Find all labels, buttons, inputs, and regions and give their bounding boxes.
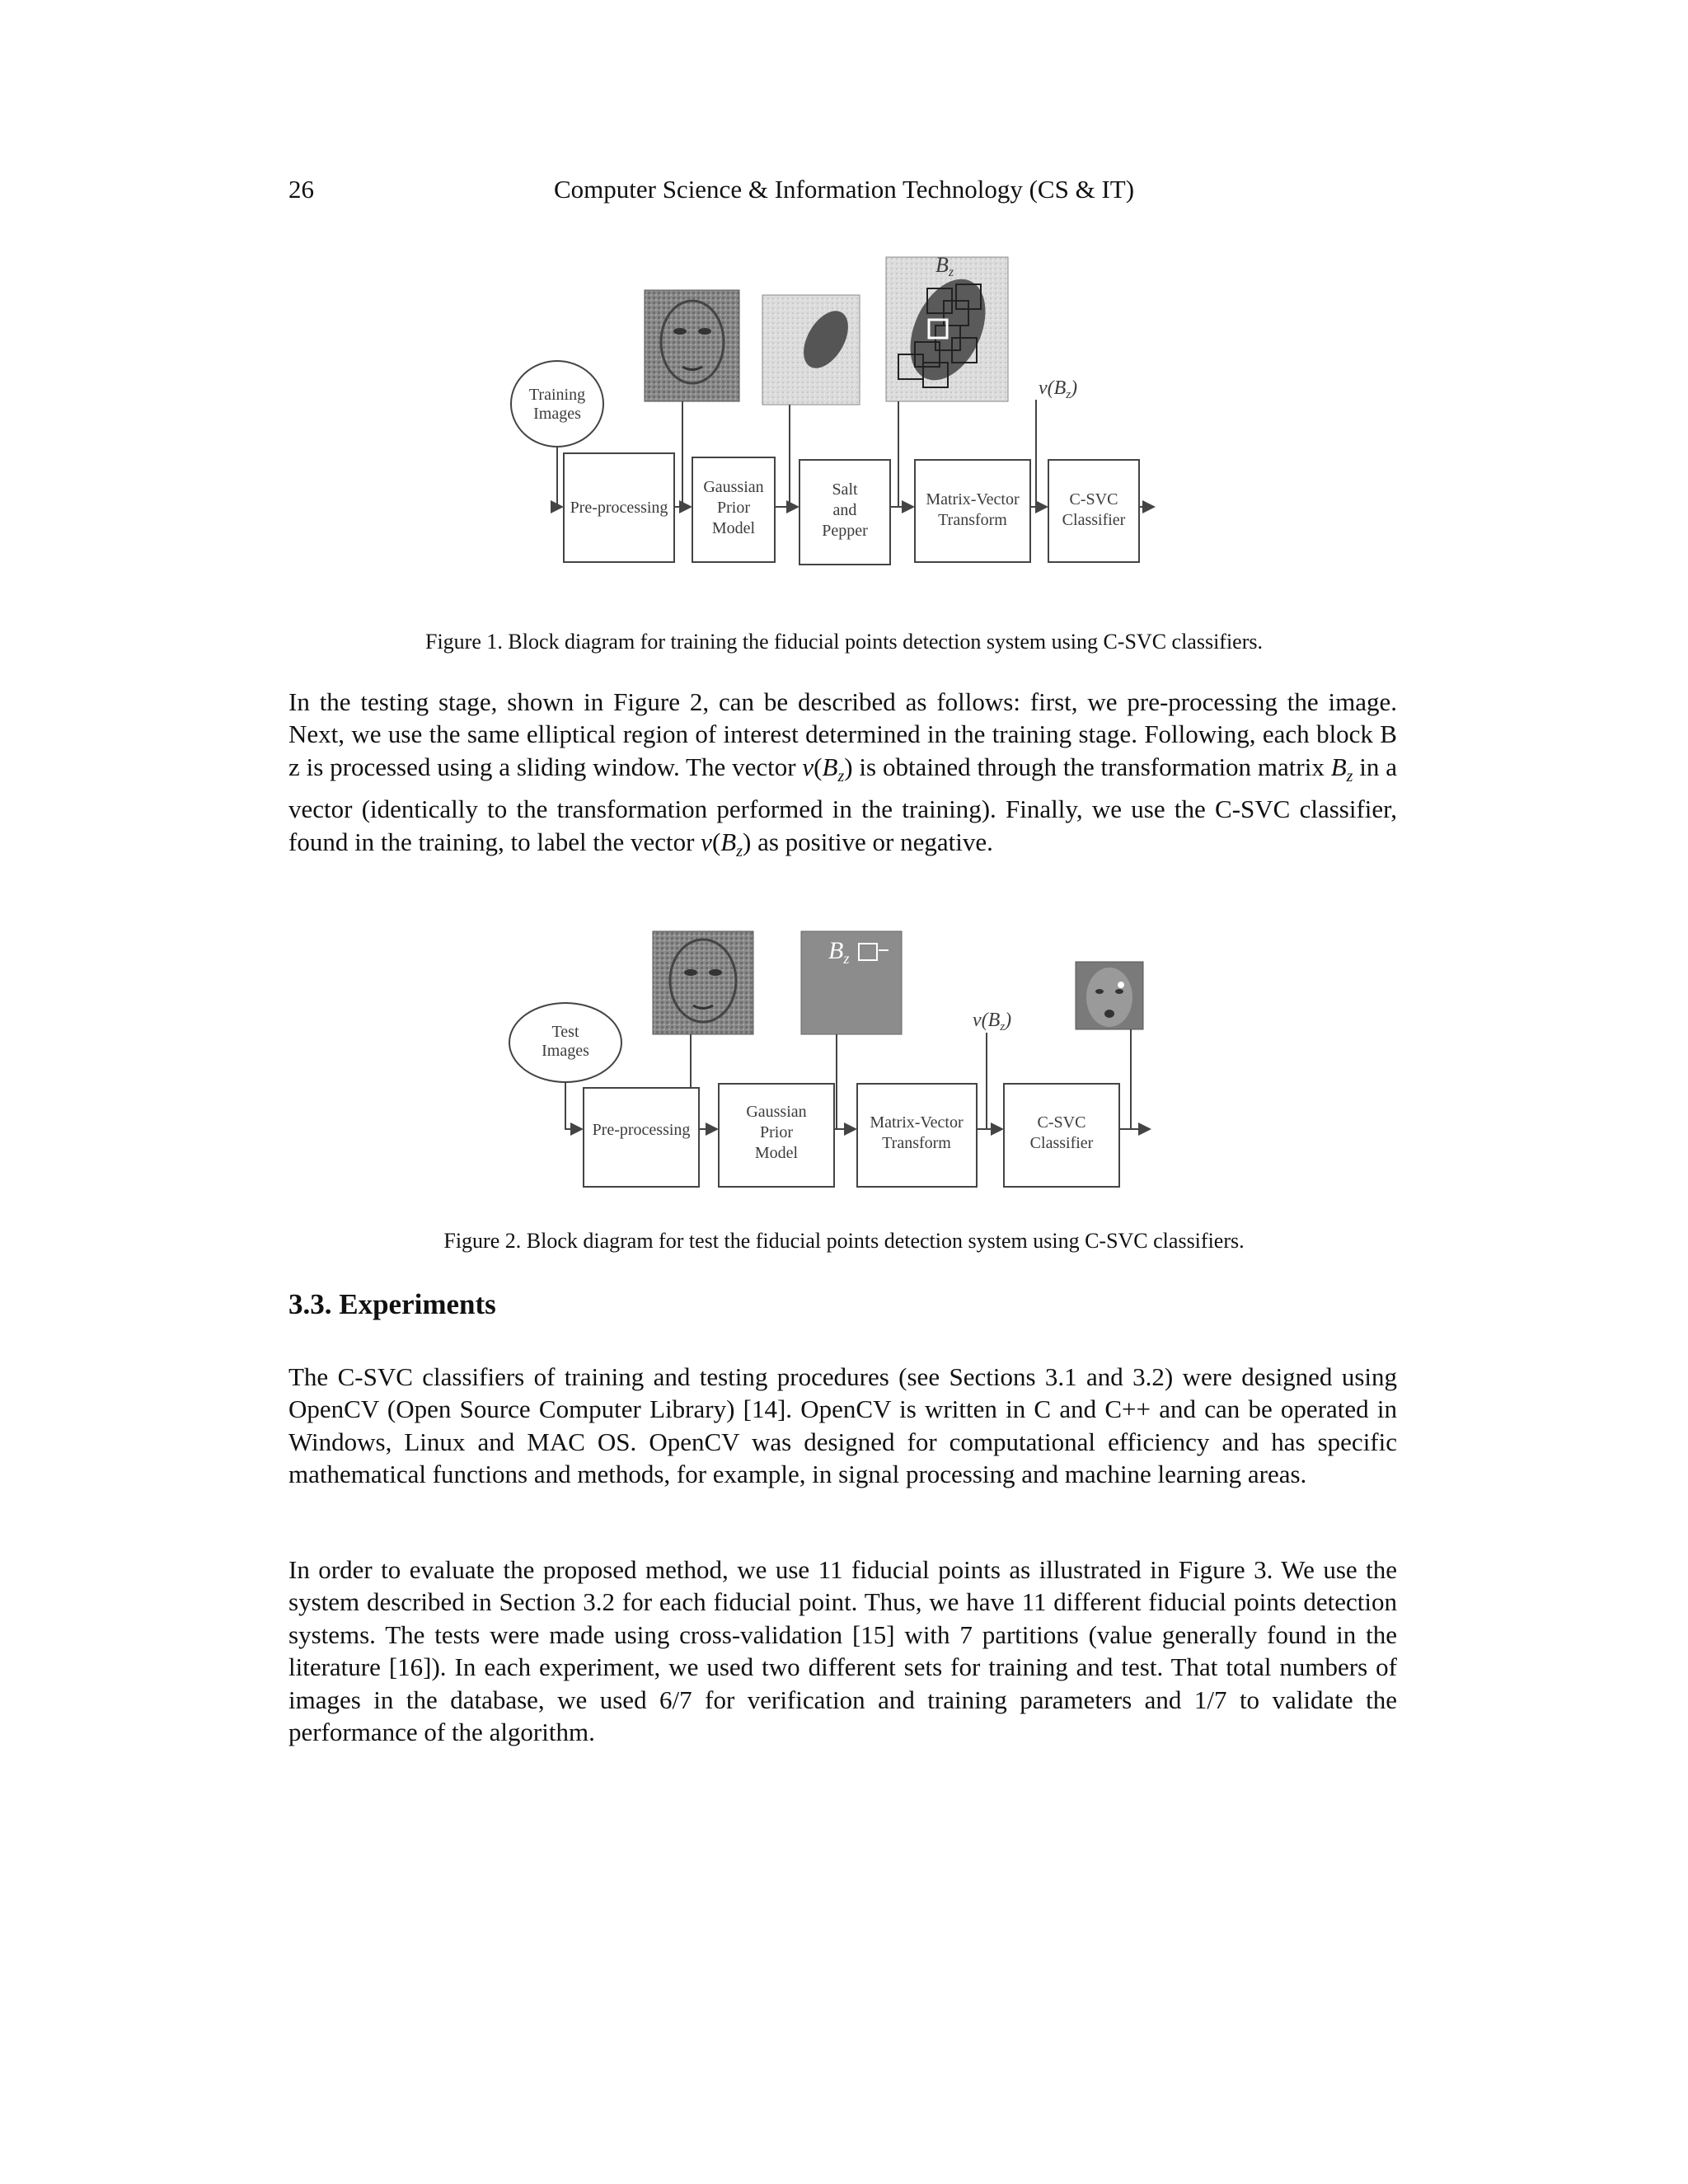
figure-2-caption: Figure 2. Block diagram for test the fiducial points detection system using C-SVC classifiers.	[443, 1229, 1245, 1253]
svg-text:Prior: Prior	[760, 1123, 793, 1141]
training-images-node	[511, 361, 603, 447]
svg-text:Transform: Transform	[882, 1134, 951, 1152]
face-image-preprocessed	[653, 931, 753, 1034]
vbz-label-fig2: $v(B_z)$	[973, 1010, 1012, 1033]
section-heading: 3.3. Experiments	[288, 1288, 496, 1320]
running-header: Computer Science & Information Technology (CS & IT)	[553, 175, 1135, 204]
svg-text:C-SVC: C-SVC	[1037, 1113, 1086, 1132]
svg-text:Model: Model	[754, 1144, 799, 1162]
test-images-label-2: Images	[542, 1042, 589, 1060]
svg-text:Gaussian: Gaussian	[703, 478, 764, 496]
face-image-preprocessed	[645, 290, 739, 401]
figure-1-diagram	[495, 247, 1162, 577]
figure-2-diagram	[503, 927, 1162, 1199]
vbz-label-fig1: $v(B_z)$	[1039, 377, 1078, 401]
svg-text:Pepper: Pepper	[822, 522, 868, 540]
figure-1-caption: Figure 1. Block diagram for training the fiducial points detection system using C-SVC classifiers.	[425, 630, 1263, 654]
svg-text:Salt: Salt	[832, 480, 858, 499]
face-image-result	[1076, 962, 1143, 1029]
svg-text:C-SVC: C-SVC	[1069, 490, 1118, 509]
svg-text:Gaussian: Gaussian	[746, 1103, 807, 1121]
paragraph-evaluation: In order to evaluate the proposed method, we use 11 fiducial points as illustrated in Figure 3. We use the system described in Section 3.2 for each fiducial point. Thus, we have 11 different fiducial points detection systems. The tests were made using cross-validation [15] with 7 partitions (value generally found in the literature [16]). In each experiment, we used two different sets for training and test. That total numbers of images in the database, we used 6/7 for verification and training parameters and 1/7 to validate the performance of the algorithm.	[288, 1555, 1397, 1747]
svg-text:Matrix-Vector: Matrix-Vector	[870, 1113, 964, 1132]
svg-text:and: and	[832, 501, 857, 519]
svg-text:Model: Model	[711, 519, 756, 537]
face-image-gaussian-prior	[762, 295, 860, 405]
page-number: 26	[288, 175, 314, 204]
svg-text:Prior: Prior	[717, 499, 750, 517]
svg-text:Matrix-Vector: Matrix-Vector	[926, 490, 1020, 509]
paragraph-opencv: The C-SVC classifiers of training and testing procedures (see Sections 3.1 and 3.2) were designed using OpenCV (Open Source Computer Library) [14]. OpenCV is written in C and C++ and can be operated in Windows, Linux and MAC OS. OpenCV was designed for computational efficiency and has specific mathematical functions and methods, for example, in signal processing and machine learning areas.	[288, 1362, 1397, 1489]
face-image-gaussian-prior	[801, 931, 902, 1034]
svg-text:Transform: Transform	[938, 511, 1007, 529]
training-images-label-1: Training	[528, 386, 586, 404]
paragraph-testing-stage: In the testing stage, shown in Figure 2, can be described as follows: first, we pre-processing the image. Next, we use the same elliptical region of interest determined in the training stage. Following, each block B z is processed using a sliding window. The vector $v(B_z)$ is obtained through the transformation matrix $B_z$ in a vector (identically to the transformation performed in the training). Finally, we use the C-SVC classifier, found in the training, to label the vector $v(B_z)$ as positive or negative.	[288, 687, 1398, 860]
svg-text:Classifier: Classifier	[1029, 1134, 1094, 1152]
svg-text:Classifier: Classifier	[1062, 511, 1126, 529]
face-image-salt-pepper-blocks	[886, 257, 1008, 401]
bz-label-fig1: Bz	[935, 253, 954, 279]
block-preprocessing-label: Pre-processing	[570, 499, 668, 517]
training-images-label-2: Images	[533, 405, 581, 423]
svg-text:Pre-processing: Pre-processing	[592, 1121, 691, 1139]
test-images-label-1: Test	[551, 1023, 579, 1041]
bz-label-fig2: $B_z$	[828, 937, 850, 967]
